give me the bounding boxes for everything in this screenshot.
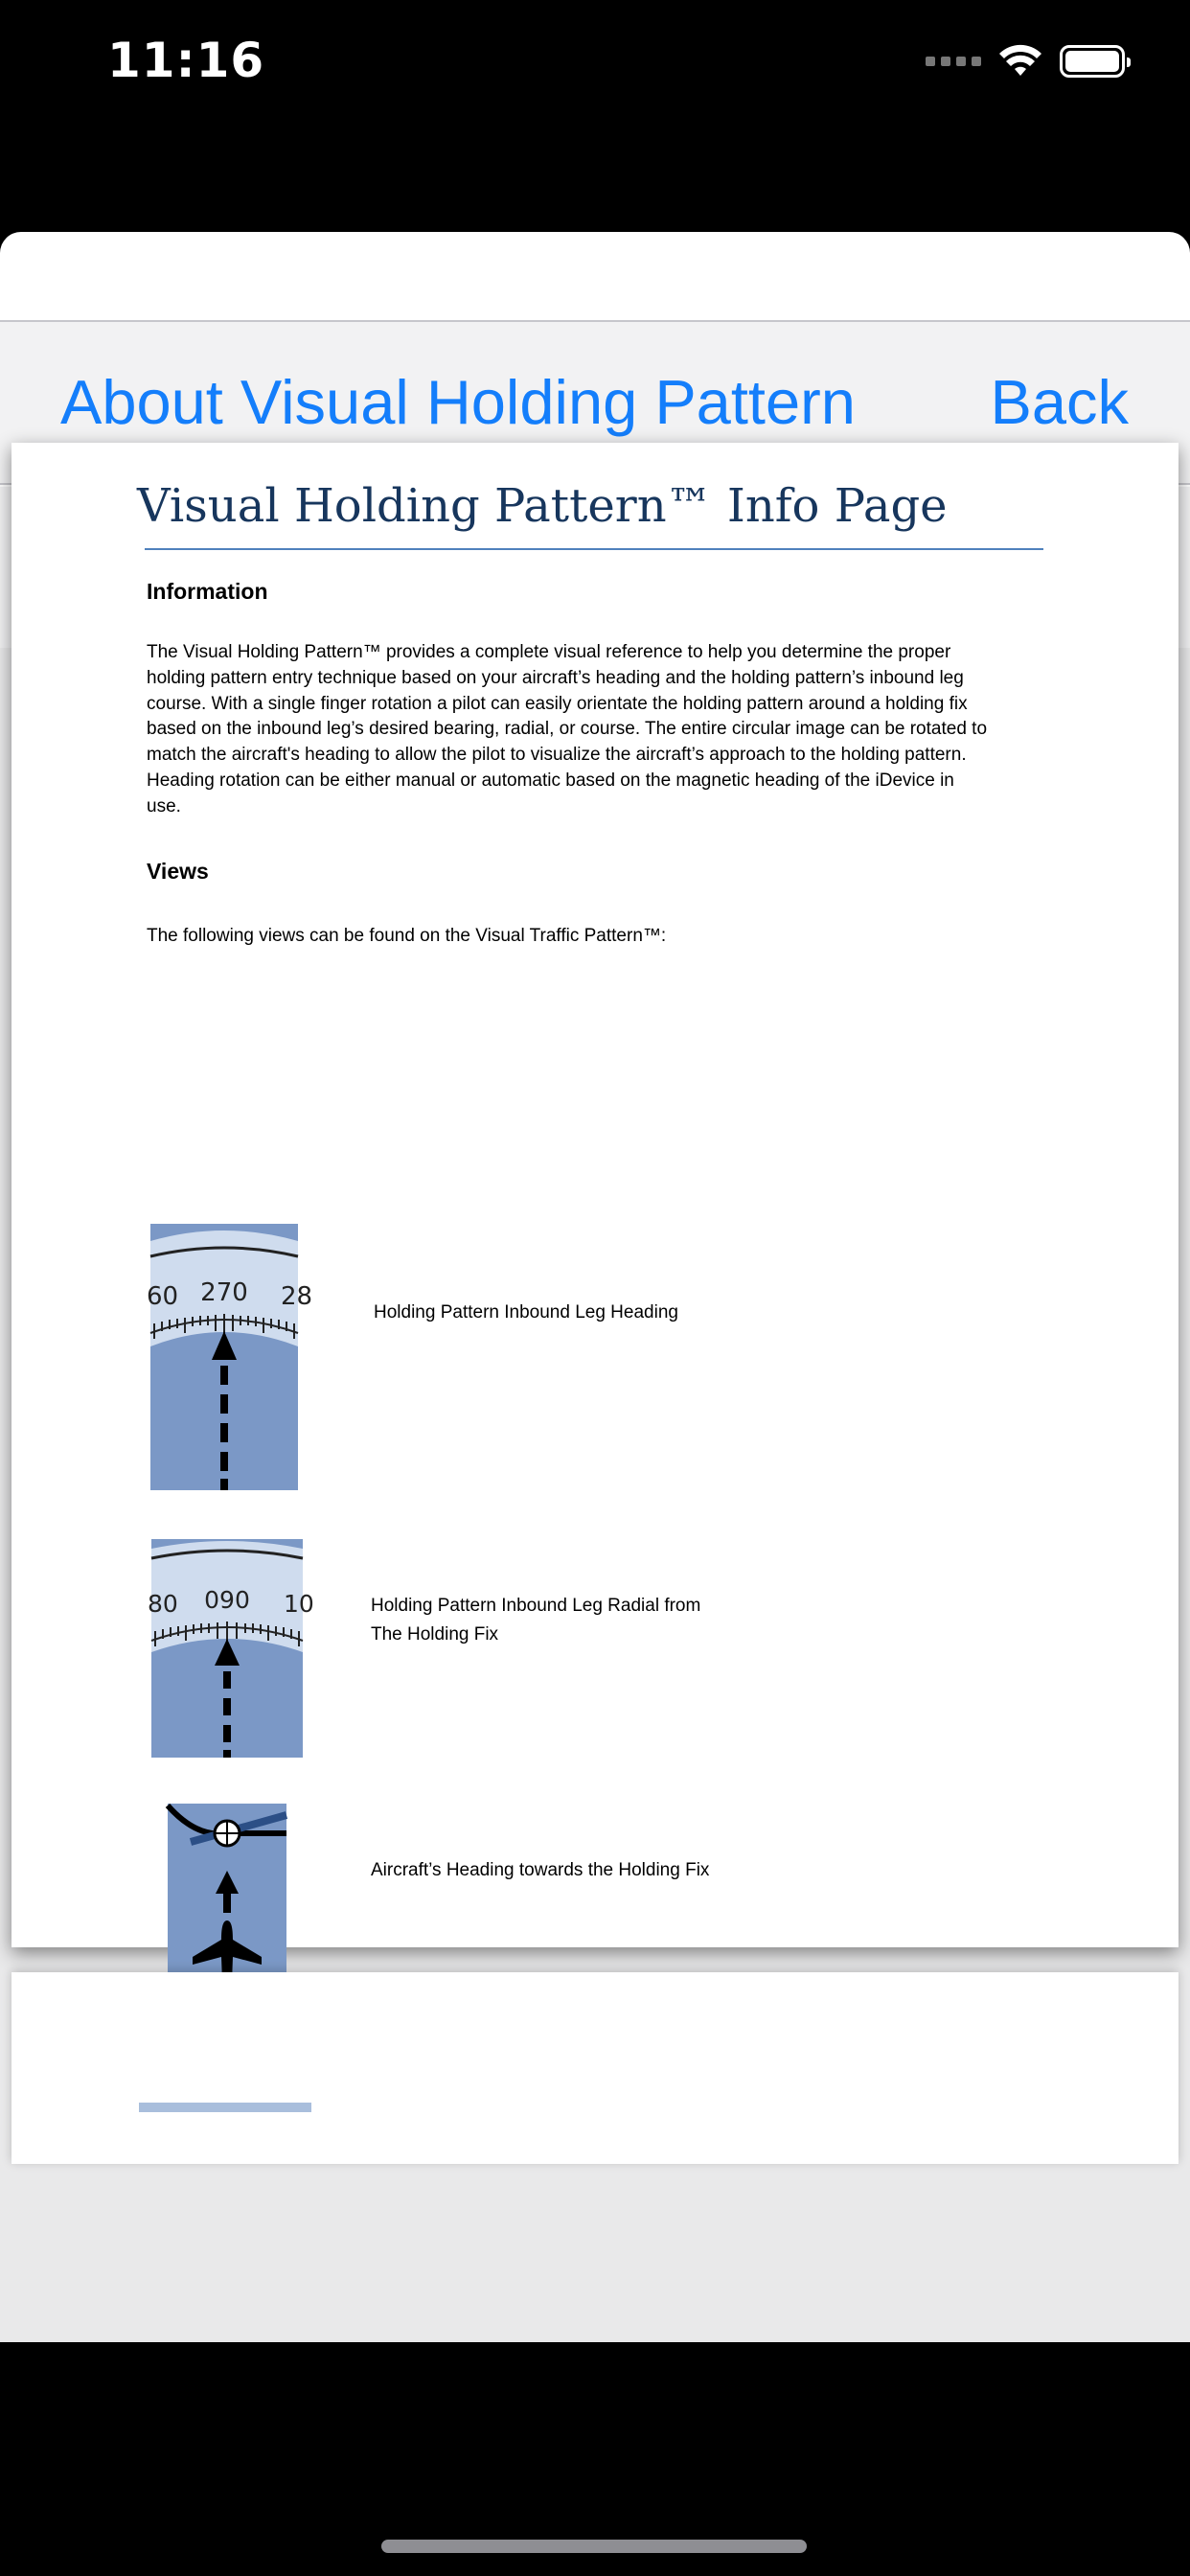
home-indicator[interactable]	[381, 2540, 807, 2553]
battery-icon	[1060, 45, 1125, 78]
document-title: Visual Holding Pattern™ Info Page	[137, 479, 948, 533]
svg-text:090: 090	[204, 1586, 250, 1614]
back-button[interactable]: Back	[990, 367, 1129, 437]
svg-text:60: 60	[147, 1282, 179, 1311]
information-paragraph: The Visual Holding Pattern™ provides a complete visual reference to help you determine the proper holding pattern entry technique based on your aircraft’s heading and the holding pattern’s inbound leg course. With a single finger rotation a pilot can easily orientate the holding pattern around a holding fix based on the inbound leg’s desired bearing, radial, or course. The entire circular image can be rotated to match the aircraft's heading to allow the pilot to visualize the aircraft’s approach to the holding pattern. Heading rotation can be either manual or automatic based on the magnetic heading of the iDevice in use.	[147, 642, 988, 816]
page-title-button[interactable]: About Visual Holding Pattern	[60, 367, 856, 437]
radial-dial-icon	[148, 1539, 314, 1758]
status-time: 11:16	[107, 33, 265, 88]
wifi-icon	[998, 45, 1042, 78]
heading-dial-icon	[147, 1224, 313, 1490]
svg-text:10: 10	[284, 1590, 314, 1618]
view-caption: Holding Pattern Inbound Leg Heading	[374, 1302, 678, 1322]
cellular-signal-icon	[926, 57, 981, 66]
status-icons	[926, 42, 1125, 80]
next-page-image-edge	[139, 2103, 311, 2112]
document-page-next	[11, 1972, 1179, 2164]
view-caption: Aircraft’s Heading towards the Holding Fix	[371, 1860, 710, 1880]
view-caption: Holding Pattern Inbound Leg Radial from The Holding Fix	[371, 1596, 701, 1644]
information-heading: Information	[147, 579, 268, 604]
svg-text:270: 270	[200, 1278, 248, 1307]
svg-text:28: 28	[281, 1282, 313, 1311]
views-heading: Views	[147, 859, 209, 884]
title-divider	[145, 548, 1043, 550]
svg-text:80: 80	[148, 1590, 178, 1618]
views-intro: The following views can be found on the Visual Traffic Pattern™:	[147, 926, 667, 946]
